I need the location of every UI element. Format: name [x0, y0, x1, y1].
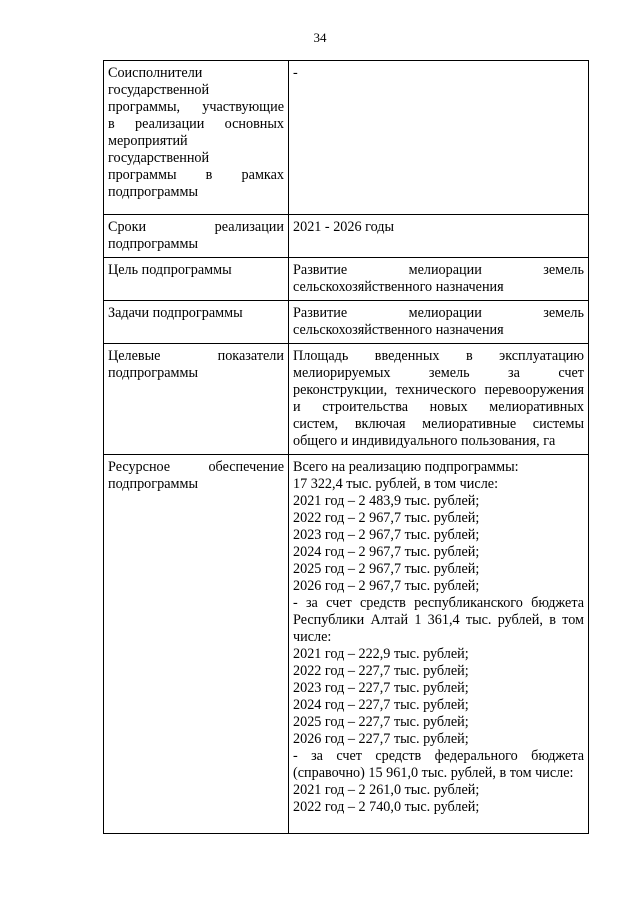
row-label-cell [104, 455, 289, 834]
label-line: Соисполнители [108, 65, 203, 81]
row-label-cell [104, 301, 289, 344]
table-row-goal [104, 258, 589, 301]
value-line: систем, включая мелиоративные системы [293, 416, 584, 432]
value-line: 2022 год – 2 967,7 тыс. рублей; [293, 510, 480, 526]
value-line: 2021 - 2026 годы [293, 219, 395, 235]
label-line: подпрограммы [108, 184, 198, 200]
label-line: мероприятий [108, 133, 188, 149]
label-line: Целевые показатели [108, 348, 284, 364]
row-label-cell [104, 61, 289, 215]
row-label-cell [104, 215, 289, 258]
row-value-cell [289, 215, 589, 258]
label-line: подпрограммы [108, 365, 198, 381]
row-label-cell [104, 344, 289, 455]
label-line: государственной [108, 82, 210, 98]
value-line: Развитие мелиорации земель [293, 262, 584, 278]
table-row-tasks [104, 301, 589, 344]
value-line: Республики Алтай 1 361,4 тыс. рублей, в том [293, 612, 584, 628]
value-line: - за счет средств республиканского бюджета [293, 595, 584, 611]
value-line: 2021 год – 2 261,0 тыс. рублей; [293, 782, 480, 798]
value-line: сельскохозяйственного назначения [293, 279, 504, 295]
label-line: Ресурсное обеспечение [108, 459, 284, 475]
value-line: 2021 год – 222,9 тыс. рублей; [293, 646, 469, 662]
label-line: программы в рамках [108, 167, 284, 183]
value-line: - [293, 65, 298, 81]
value-line: 2026 год – 2 967,7 тыс. рублей; [293, 578, 480, 594]
row-label-cell [104, 258, 289, 301]
value-line: Всего на реализацию подпрограммы: [293, 459, 519, 475]
table-row-resource-provision [104, 455, 589, 834]
row-value-cell [289, 61, 589, 215]
table-row-target-indicators [104, 344, 589, 455]
value-line: 2023 год – 2 967,7 тыс. рублей; [293, 527, 480, 543]
value-line: 2021 год – 2 483,9 тыс. рублей; [293, 493, 480, 509]
value-line: общего и индивидуального пользования, га [293, 433, 556, 449]
label-line: подпрограммы [108, 236, 198, 252]
table-row-implementation-period [104, 215, 589, 258]
label-line: подпрограммы [108, 476, 198, 492]
row-value-cell [289, 301, 589, 344]
value-line: 2026 год – 227,7 тыс. рублей; [293, 731, 469, 747]
subprogram-passport-table [103, 60, 589, 834]
label-line: государственной [108, 150, 210, 166]
value-line: - за счет средств федерального бюджета [293, 748, 584, 764]
value-line: мелиорируемых земель за счет [293, 365, 584, 381]
value-line: 17 322,4 тыс. рублей, в том числе: [293, 476, 499, 492]
table-body [104, 61, 589, 834]
table-row-co-executors [104, 61, 589, 215]
page-number: 34 [313, 30, 327, 45]
value-line: (справочно) 15 961,0 тыс. рублей, в том числе: [293, 765, 574, 781]
label-line: Цель подпрограммы [108, 262, 232, 278]
value-line: 2025 год – 2 967,7 тыс. рублей; [293, 561, 480, 577]
label-line: Задачи подпрограммы [108, 305, 243, 321]
value-line: 2022 год – 2 740,0 тыс. рублей; [293, 799, 480, 815]
label-line: в реализации основных [108, 116, 284, 132]
value-line: сельскохозяйственного назначения [293, 322, 504, 338]
value-line: 2025 год – 227,7 тыс. рублей; [293, 714, 469, 730]
value-line: реконструкции, технического перевооружения [293, 382, 584, 398]
value-line: 2022 год – 227,7 тыс. рублей; [293, 663, 469, 679]
value-line: 2024 год – 227,7 тыс. рублей; [293, 697, 469, 713]
value-line: числе: [293, 629, 332, 645]
value-line: 2023 год – 227,7 тыс. рублей; [293, 680, 469, 696]
label-line: Сроки реализации [108, 219, 284, 235]
row-value-cell [289, 258, 589, 301]
row-value-cell [289, 455, 589, 834]
row-value-cell [289, 344, 589, 455]
value-line: и строительства новых мелиоративных [293, 399, 584, 415]
value-line: Площадь введенных в эксплуатацию [293, 348, 584, 364]
label-line: программы, участвующие [108, 99, 284, 115]
value-line: 2024 год – 2 967,7 тыс. рублей; [293, 544, 480, 560]
value-line: Развитие мелиорации земель [293, 305, 584, 321]
